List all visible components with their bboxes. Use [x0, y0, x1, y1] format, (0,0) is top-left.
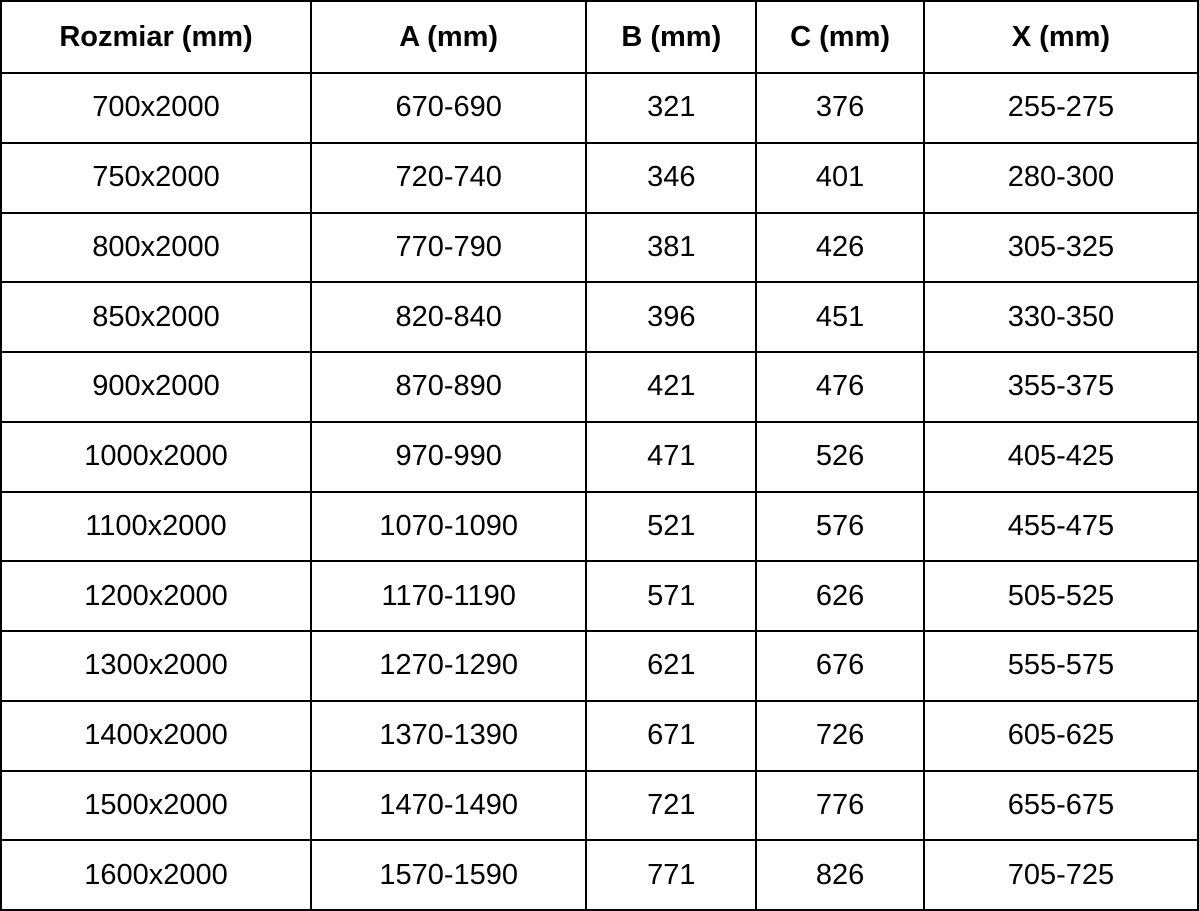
header-cell-b: B (mm) — [586, 1, 756, 73]
table-cell: 455-475 — [924, 492, 1198, 562]
table-cell: 521 — [586, 492, 756, 562]
table-cell: 676 — [756, 631, 924, 701]
table-cell: 671 — [586, 701, 756, 771]
table-cell: 571 — [586, 561, 756, 631]
table-cell: 670-690 — [311, 73, 586, 143]
table-cell: 820-840 — [311, 282, 586, 352]
table-cell: 401 — [756, 143, 924, 213]
table-cell: 970-990 — [311, 422, 586, 492]
table-cell: 726 — [756, 701, 924, 771]
header-cell-x: X (mm) — [924, 1, 1198, 73]
table-cell: 870-890 — [311, 352, 586, 422]
table-cell: 355-375 — [924, 352, 1198, 422]
table-row — [1, 561, 1198, 631]
table-cell: 381 — [586, 213, 756, 283]
table-cell: 421 — [586, 352, 756, 422]
table-row — [1, 352, 1198, 422]
table-row — [1, 492, 1198, 562]
table-cell: 1370-1390 — [311, 701, 586, 771]
table-cell: 1600x2000 — [1, 840, 311, 910]
table-header-row — [1, 1, 1198, 73]
table-cell: 526 — [756, 422, 924, 492]
table-cell: 396 — [586, 282, 756, 352]
table-cell: 720-740 — [311, 143, 586, 213]
table-row — [1, 422, 1198, 492]
table-cell: 1070-1090 — [311, 492, 586, 562]
table-cell: 505-525 — [924, 561, 1198, 631]
table-cell: 1470-1490 — [311, 771, 586, 841]
table-cell: 721 — [586, 771, 756, 841]
header-cell-rozmiar: Rozmiar (mm) — [1, 1, 311, 73]
table-cell: 576 — [756, 492, 924, 562]
table-cell: 1570-1590 — [311, 840, 586, 910]
table-cell: 605-625 — [924, 701, 1198, 771]
table-cell: 770-790 — [311, 213, 586, 283]
table-cell: 626 — [756, 561, 924, 631]
table-row — [1, 213, 1198, 283]
table-cell: 376 — [756, 73, 924, 143]
header-cell-a: A (mm) — [311, 1, 586, 73]
table-cell: 451 — [756, 282, 924, 352]
table-cell: 700x2000 — [1, 73, 311, 143]
table-row — [1, 701, 1198, 771]
table-cell: 305-325 — [924, 213, 1198, 283]
table-cell: 776 — [756, 771, 924, 841]
table-cell: 771 — [586, 840, 756, 910]
table-cell: 1000x2000 — [1, 422, 311, 492]
table-cell: 346 — [586, 143, 756, 213]
table-cell: 705-725 — [924, 840, 1198, 910]
table-body — [1, 73, 1198, 910]
table-row — [1, 771, 1198, 841]
table-row — [1, 840, 1198, 910]
table-cell: 750x2000 — [1, 143, 311, 213]
table-cell: 826 — [756, 840, 924, 910]
table-cell: 321 — [586, 73, 756, 143]
table-cell: 471 — [586, 422, 756, 492]
table-cell: 1270-1290 — [311, 631, 586, 701]
table-cell: 255-275 — [924, 73, 1198, 143]
table-cell: 330-350 — [924, 282, 1198, 352]
table-cell: 280-300 — [924, 143, 1198, 213]
table-cell: 426 — [756, 213, 924, 283]
table-row — [1, 73, 1198, 143]
table-cell: 800x2000 — [1, 213, 311, 283]
table-cell: 621 — [586, 631, 756, 701]
table-cell: 555-575 — [924, 631, 1198, 701]
table-row — [1, 631, 1198, 701]
table-cell: 476 — [756, 352, 924, 422]
header-cell-c: C (mm) — [756, 1, 924, 73]
table-cell: 405-425 — [924, 422, 1198, 492]
table-cell: 900x2000 — [1, 352, 311, 422]
table-row — [1, 143, 1198, 213]
table-row — [1, 282, 1198, 352]
table-cell: 1200x2000 — [1, 561, 311, 631]
table-cell: 1170-1190 — [311, 561, 586, 631]
table-cell: 1400x2000 — [1, 701, 311, 771]
table-cell: 1500x2000 — [1, 771, 311, 841]
table-cell: 655-675 — [924, 771, 1198, 841]
table-cell: 1100x2000 — [1, 492, 311, 562]
table-cell: 1300x2000 — [1, 631, 311, 701]
table-cell: 850x2000 — [1, 282, 311, 352]
